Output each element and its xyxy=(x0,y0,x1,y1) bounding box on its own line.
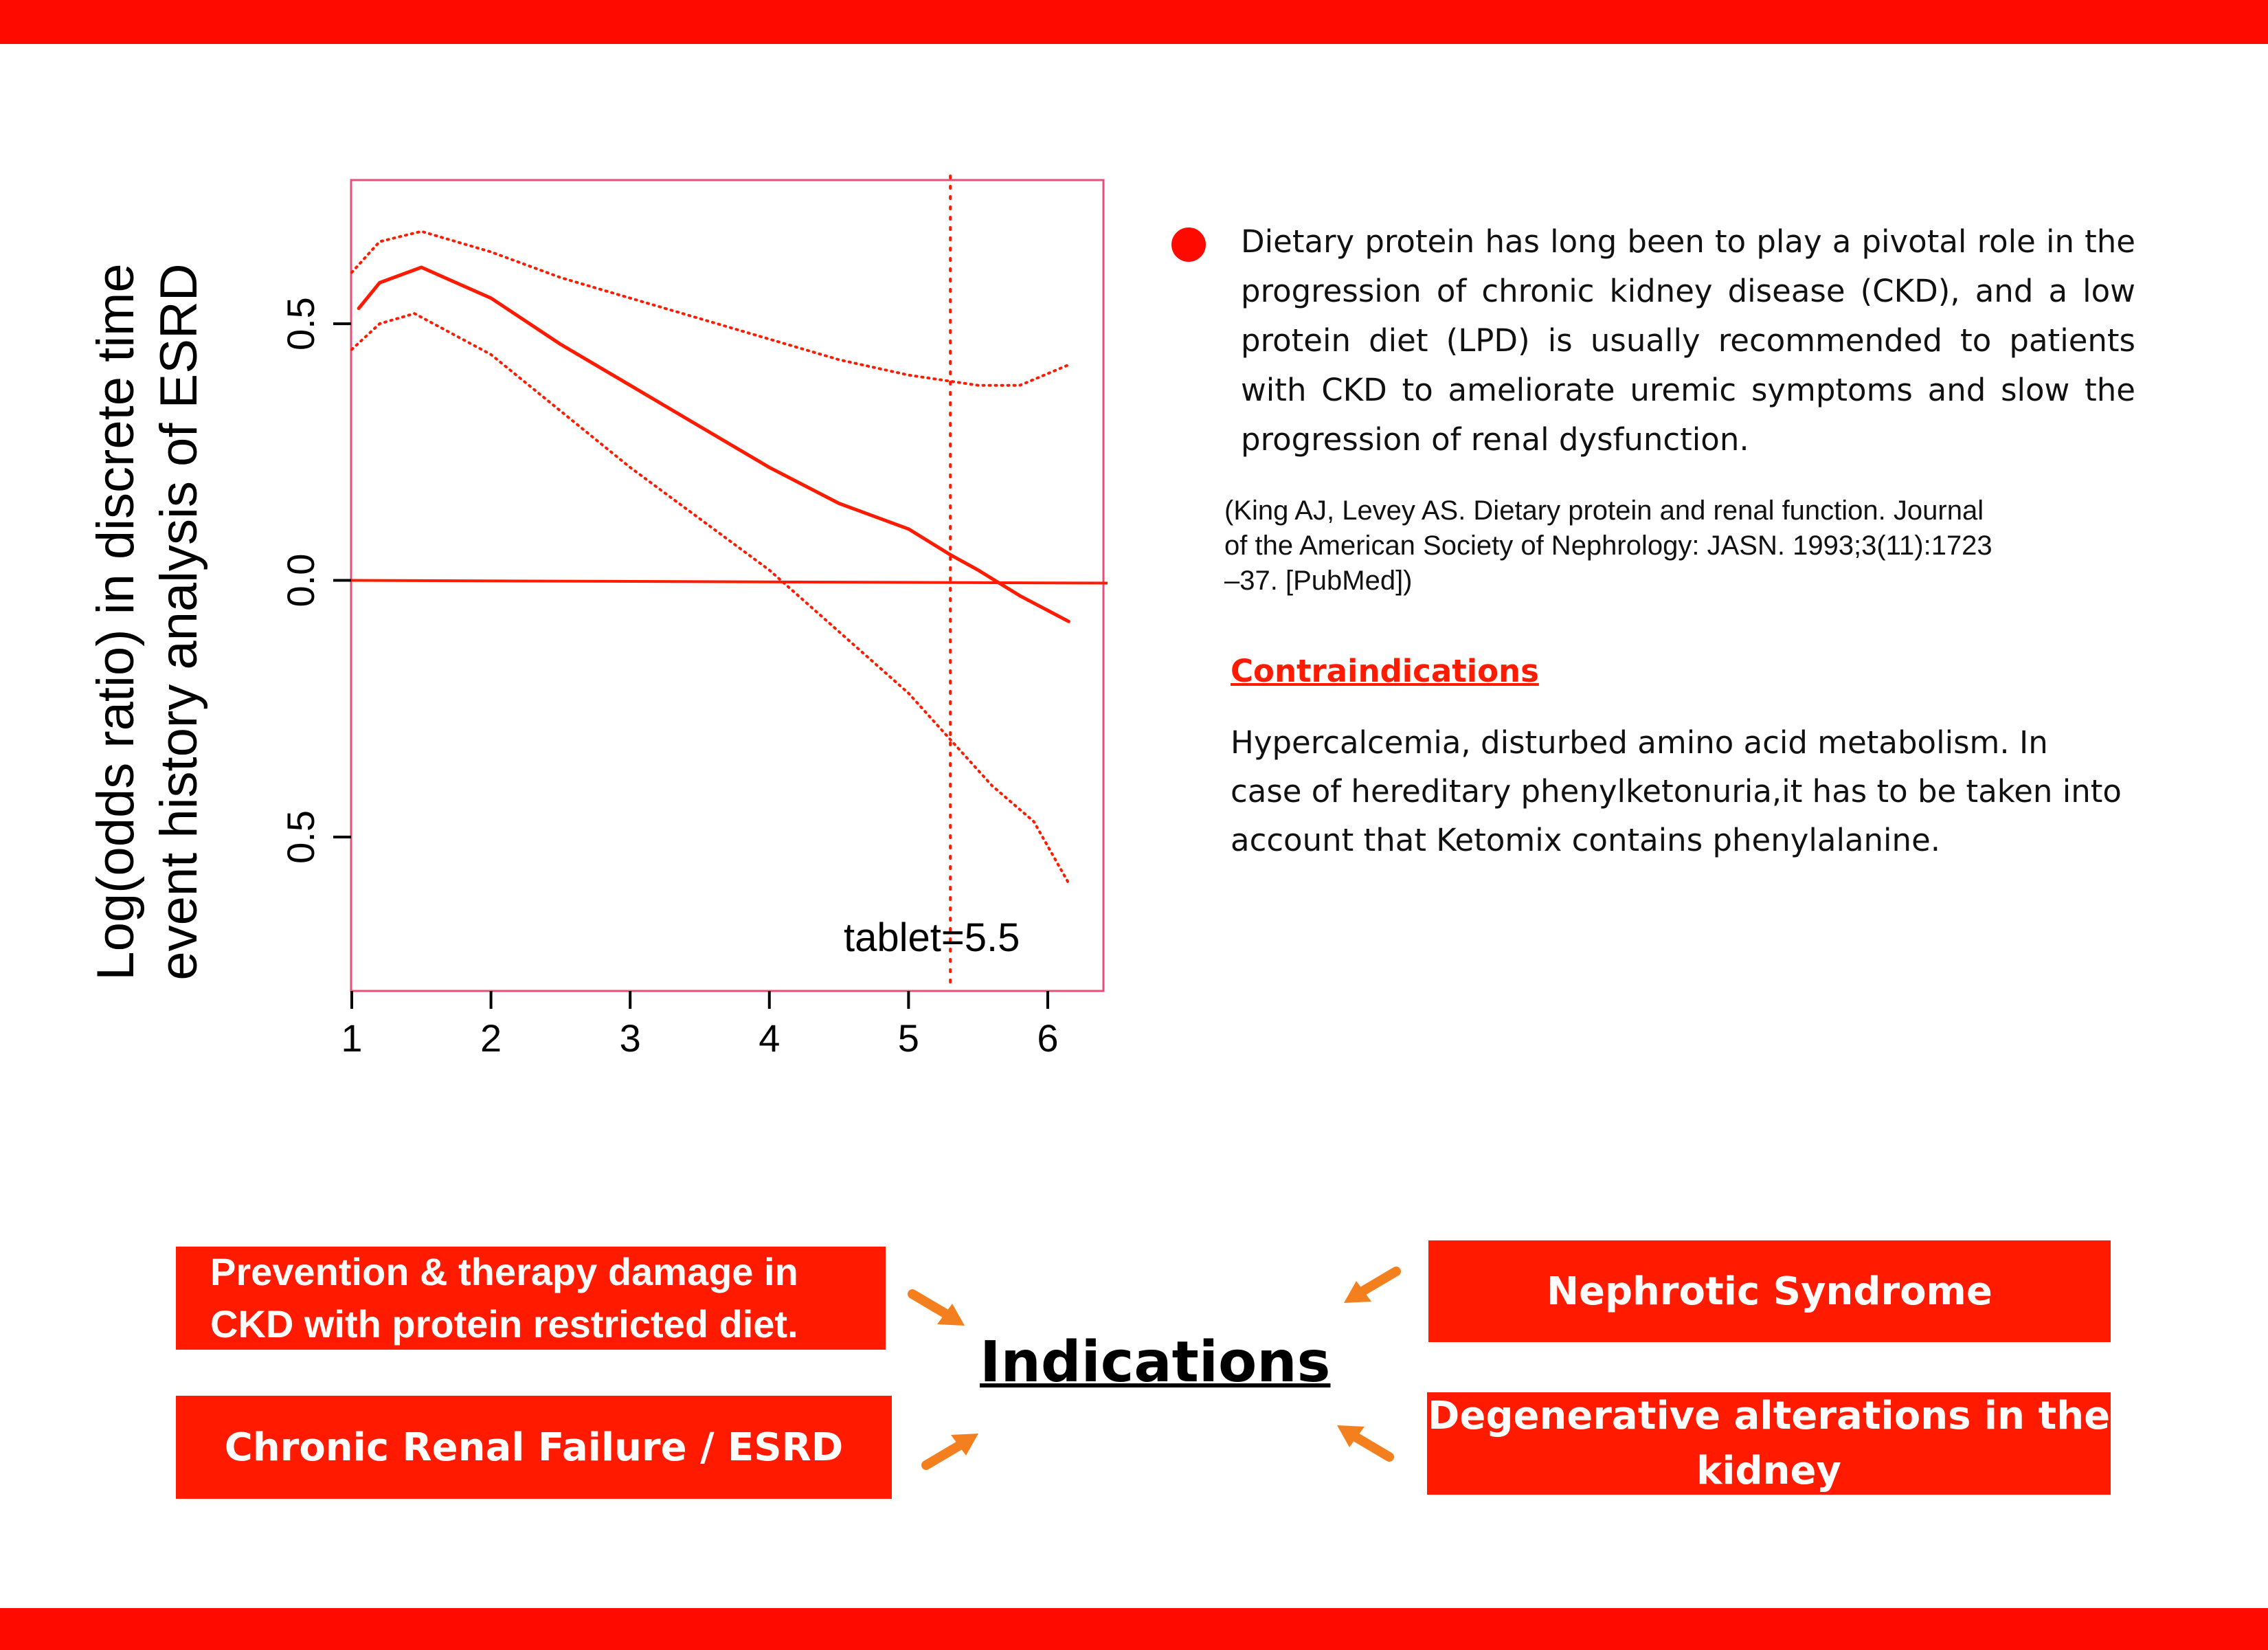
y-tick-label: 0.0 xyxy=(279,553,322,607)
x-tick-label: 2 xyxy=(480,1016,502,1060)
indication-prevention-label: Prevention & therapy damage in CKD with protein restricted diet. xyxy=(210,1250,798,1346)
indications-title: Indications xyxy=(980,1330,1331,1395)
y-axis-title: event history analysis of ESRD xyxy=(150,263,208,981)
plot-frame xyxy=(351,180,1103,991)
arrow-bottom-left-icon xyxy=(921,1429,983,1471)
x-tick-label: 6 xyxy=(1037,1016,1059,1060)
y-tick-label: 0.5 xyxy=(279,810,322,864)
y-axis-title: Log(odds ratio) in discrete time xyxy=(87,263,145,981)
indication-degenerative-label: Degenerative alterations in the kidney xyxy=(1427,1393,2111,1493)
estimate-line xyxy=(359,267,1068,621)
bullet-dot-icon xyxy=(1171,227,1206,262)
indication-prevention-box xyxy=(176,1247,886,1350)
citation: (King AJ, Levey AS. Dietary protein and renal function. Journal of the American Society of Nephrology: JASN. 1993;3(11):1723 –37. [PubMed]) xyxy=(1224,495,1992,596)
indication-degenerative-box xyxy=(1427,1392,2111,1495)
contraindications-heading: Contraindications xyxy=(1231,653,1539,689)
x-tick-label: 1 xyxy=(341,1016,363,1060)
x-tick-label: 3 xyxy=(619,1016,641,1060)
protein-paragraph: Dietary protein has long been to play a pivotal role in the progression of chronic kidney disease (CKD), and a low protein diet (LPD) is usually recommended to patients with CKD to ameliorate uremic symptoms and slow the progression of renal dysfunction. xyxy=(1241,223,2135,458)
arrow-top-right-icon xyxy=(1340,1266,1402,1307)
confidence-band-line xyxy=(352,232,1068,386)
indication-nephrotic-label: Nephrotic Syndrome xyxy=(1547,1269,1992,1314)
indication-nephrotic-box xyxy=(1428,1240,2111,1342)
tablet-annotation: tablet=5.5 xyxy=(844,915,1020,960)
x-tick-label: 4 xyxy=(759,1016,781,1060)
indication-crf-label: Chronic Renal Failure / ESRD xyxy=(224,1425,844,1470)
confidence-band-line xyxy=(352,313,1068,883)
arrow-bottom-right-icon xyxy=(1333,1421,1395,1462)
contraindications-text: Hypercalcemia, disturbed amino acid metabolism. In case of hereditary phenylketonuria,it has to be taken into account that Ketomix contains phenylalanine. xyxy=(1231,724,2122,858)
indication-crf-box xyxy=(176,1396,892,1499)
x-tick-label: 5 xyxy=(897,1016,919,1060)
y-tick-label: 0.5 xyxy=(279,297,322,351)
bottom-red-bar xyxy=(0,1608,2268,1650)
arrow-top-left-icon xyxy=(907,1289,969,1330)
